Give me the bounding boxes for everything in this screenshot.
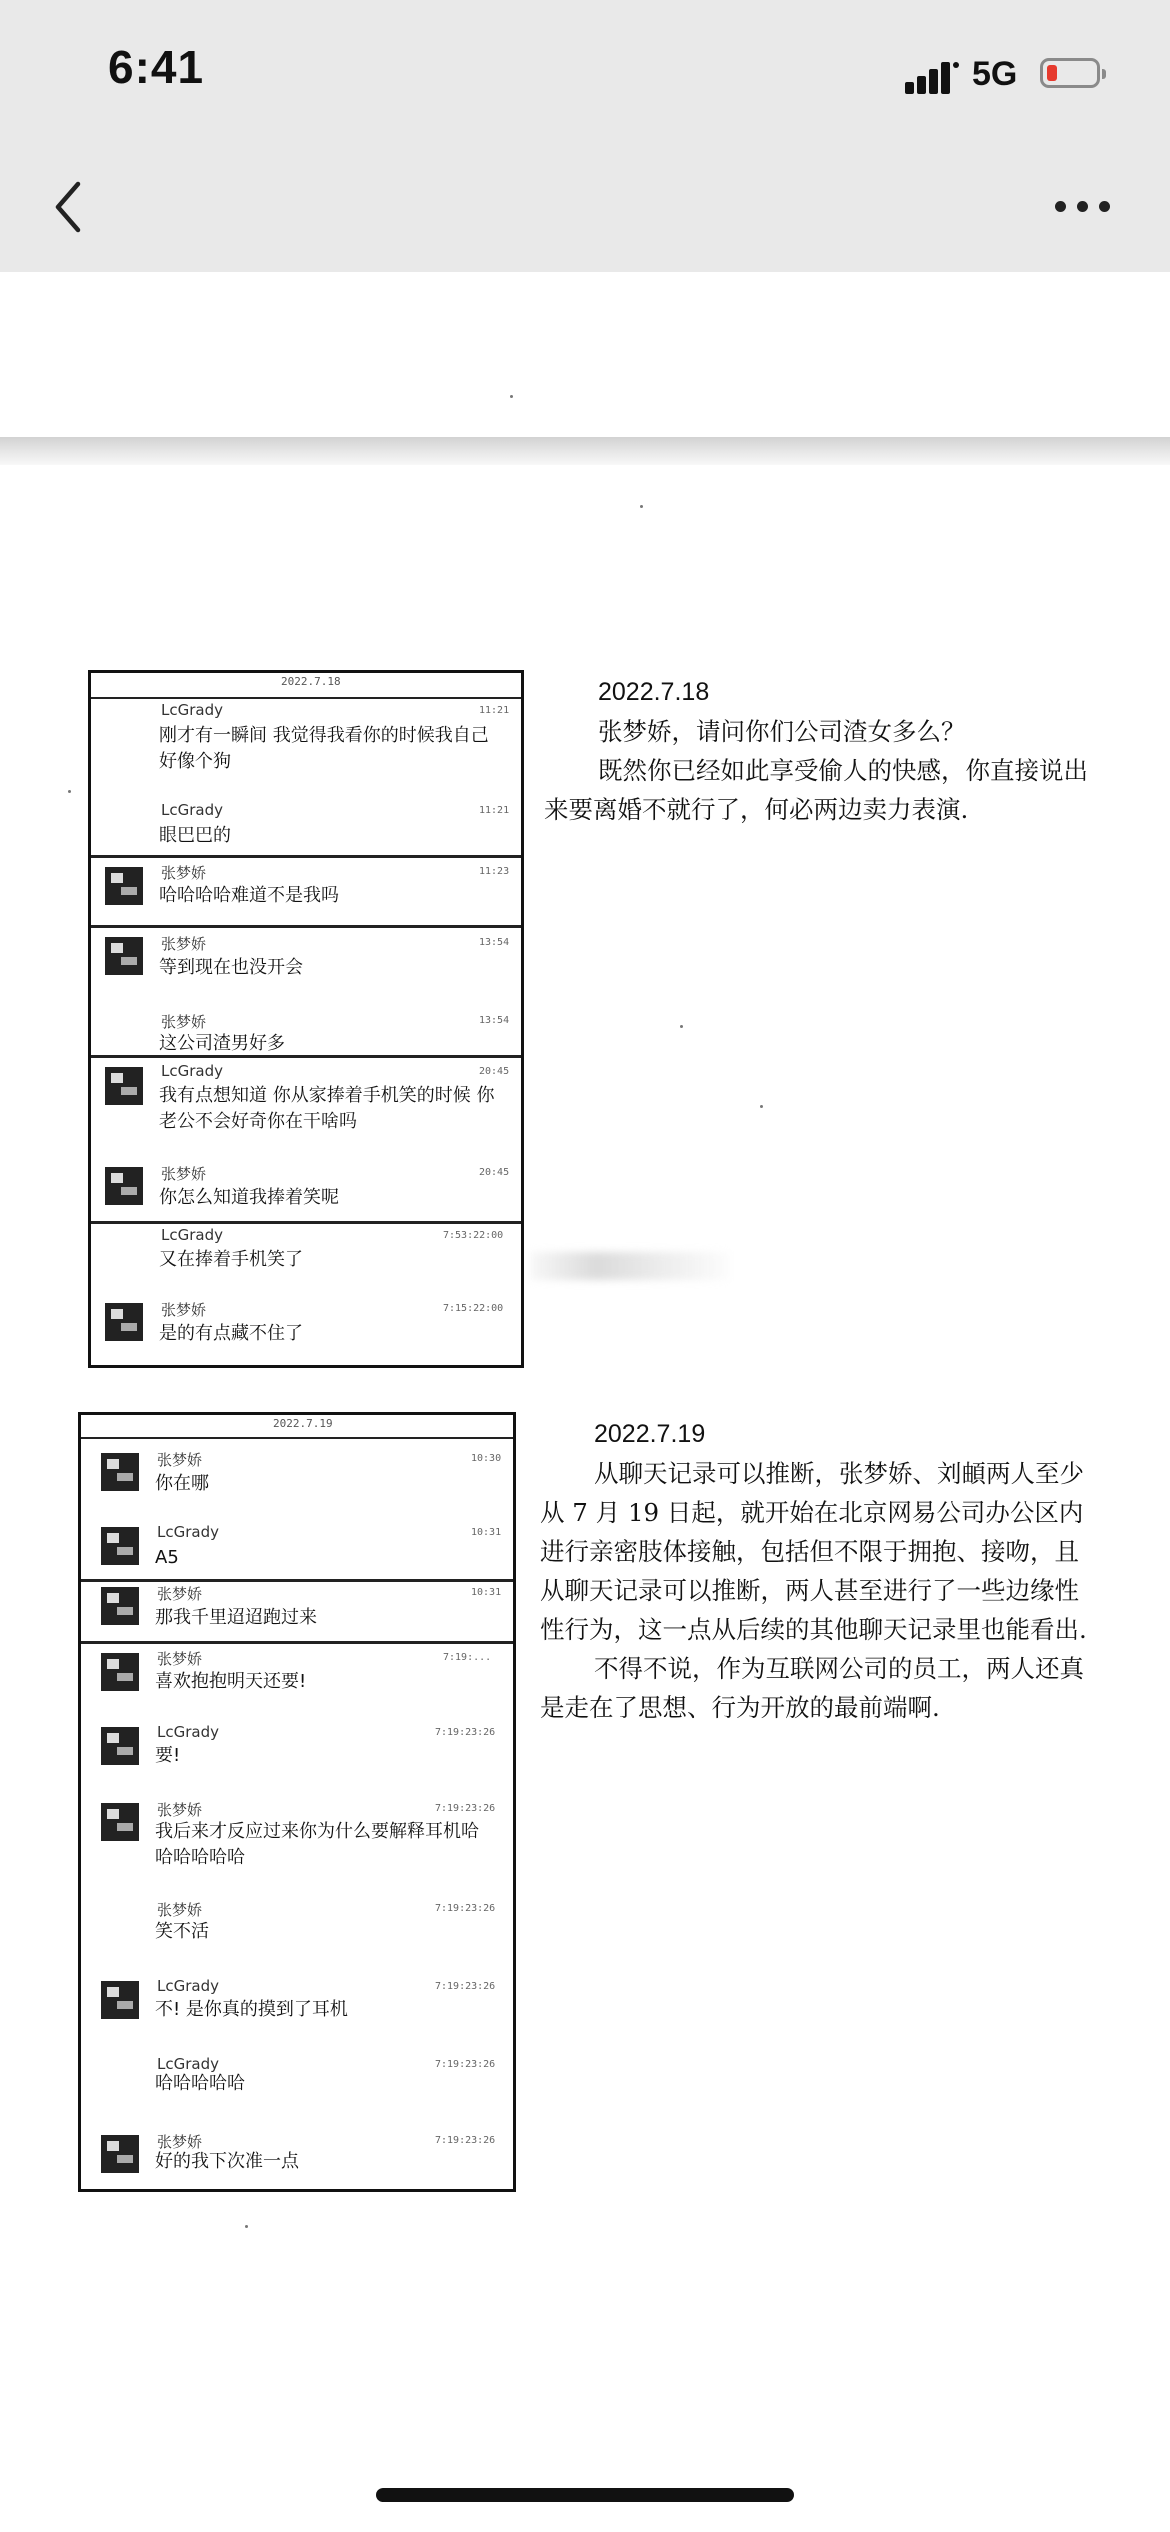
chat-sender: 张梦娇 bbox=[157, 1451, 203, 1469]
chat-message: 哈哈哈哈难道不是我吗 bbox=[159, 885, 339, 906]
chat-time: 20:45 bbox=[479, 1066, 510, 1077]
scan-edge bbox=[0, 437, 1170, 465]
chat-sender: 张梦娇 bbox=[161, 864, 207, 882]
chat-message: 这公司渣男好多 bbox=[159, 1033, 285, 1054]
chat-sender: 张梦娇 bbox=[157, 2133, 203, 2151]
paragraph-line: 张梦娇，请问你们公司渣女多么？ bbox=[598, 717, 966, 746]
chat-sender: LcGrady bbox=[161, 801, 223, 819]
chat-time: 7:19:23:26 bbox=[435, 2059, 496, 2070]
chat-sender: 张梦娇 bbox=[157, 1585, 203, 1603]
chat-message-cont: 好像个狗 bbox=[159, 751, 231, 772]
avatar bbox=[105, 867, 143, 905]
chat-time: 20:45 bbox=[479, 1167, 510, 1178]
chat-time: 13:54 bbox=[479, 937, 510, 948]
chat-message: 等到现在也没开会 bbox=[159, 957, 303, 978]
chat-time: 11:23 bbox=[479, 866, 510, 877]
chat-message: 我后来才反应过来你为什么要解释耳机哈 bbox=[155, 1821, 479, 1842]
chat-time: 13:54 bbox=[479, 1015, 510, 1026]
chat-message: 刚才有一瞬间 我觉得我看你的时候我自己 bbox=[159, 725, 489, 746]
chat-sender: 张梦娇 bbox=[161, 1013, 207, 1031]
chat-sender: LcGrady bbox=[157, 1523, 219, 1541]
avatar bbox=[105, 937, 143, 975]
chat-message: 你怎么知道我捧着笑呢 bbox=[159, 1187, 339, 1208]
chat-time: 7:53:22:00 bbox=[443, 1230, 504, 1241]
paragraph-line: 性行为，这一点从后续的其他聊天记录里也能看出. bbox=[540, 1615, 1087, 1644]
chat-message-cont: 老公不会好奇你在干啥吗 bbox=[159, 1111, 357, 1132]
signal-icon bbox=[905, 60, 961, 94]
chat-time: 10:31 bbox=[471, 1587, 502, 1598]
more-horizontal-icon bbox=[1055, 201, 1066, 212]
chat-message: 不! 是你真的摸到了耳机 bbox=[155, 1999, 348, 2020]
chat-time: 7:19:... bbox=[443, 1652, 492, 1663]
panel-date: 2022.7.18 bbox=[281, 675, 341, 688]
chat-message: 要! bbox=[155, 1745, 181, 1766]
paragraph-date: 2022.7.19 bbox=[594, 1420, 706, 1448]
chat-message: 你在哪 bbox=[155, 1473, 209, 1494]
chat-sender: 张梦娇 bbox=[157, 1901, 203, 1919]
chat-time: 11:21 bbox=[479, 805, 510, 816]
paragraph-date: 2022.7.18 bbox=[598, 678, 710, 706]
avatar bbox=[105, 1303, 143, 1341]
avatar bbox=[101, 1727, 139, 1765]
paragraph-line: 从聊天记录可以推断，张梦娇、刘頔两人至少 bbox=[594, 1459, 1084, 1488]
status-time: 6:41 bbox=[108, 41, 205, 93]
chat-message: 眼巴巴的 bbox=[159, 825, 231, 846]
blurred-text bbox=[530, 1252, 730, 1280]
chat-sender: 张梦娇 bbox=[157, 1650, 203, 1668]
chat-sender: 张梦娇 bbox=[161, 1165, 207, 1183]
chat-message: 喜欢抱抱明天还要! bbox=[155, 1671, 307, 1692]
paragraph-line: 既然你已经如此享受偷人的快感，你直接说出 bbox=[598, 756, 1088, 785]
chat-message: 那我千里迢迢跑过来 bbox=[155, 1607, 317, 1628]
nav-bar bbox=[0, 140, 1170, 272]
chevron-left-icon bbox=[50, 178, 100, 238]
chat-time: 11:21 bbox=[479, 705, 510, 716]
avatar bbox=[101, 1453, 139, 1491]
avatar bbox=[101, 1981, 139, 2019]
chat-time: 10:31 bbox=[471, 1527, 502, 1538]
panel-date: 2022.7.19 bbox=[273, 1417, 333, 1430]
back-button[interactable] bbox=[50, 178, 100, 238]
paragraph-line: 从 7 月 19 日起，就开始在北京网易公司办公区内 bbox=[540, 1498, 1084, 1527]
chat-message: 我有点想知道 你从家捧着手机笑的时候 你 bbox=[159, 1085, 495, 1106]
chat-time: 7:19:23:26 bbox=[435, 1903, 496, 1914]
chat-sender: 张梦娇 bbox=[161, 935, 207, 953]
avatar bbox=[105, 1167, 143, 1205]
chat-message: 好的我下次准一点 bbox=[155, 2151, 299, 2172]
chat-sender: 张梦娇 bbox=[161, 1301, 207, 1319]
home-indicator[interactable] bbox=[376, 2488, 794, 2502]
chat-sender: LcGrady bbox=[161, 1226, 223, 1244]
chat-time: 10:30 bbox=[471, 1453, 502, 1464]
chat-sender: LcGrady bbox=[157, 1723, 219, 1741]
avatar bbox=[101, 2135, 139, 2173]
avatar bbox=[101, 1653, 139, 1691]
chat-time: 7:15:22:00 bbox=[443, 1303, 504, 1314]
chat-sender: LcGrady bbox=[161, 701, 223, 719]
chat-message: 哈哈哈哈哈 bbox=[155, 2073, 245, 2094]
chat-message: A5 bbox=[155, 1547, 179, 1568]
chat-message: 笑不活 bbox=[155, 1921, 209, 1942]
avatar bbox=[105, 1067, 143, 1105]
document-image bbox=[0, 272, 1170, 2532]
chat-screenshot-1 bbox=[88, 670, 524, 1368]
chat-message: 又在捧着手机笑了 bbox=[159, 1249, 303, 1270]
chat-sender: 张梦娇 bbox=[157, 1801, 203, 1819]
avatar bbox=[101, 1803, 139, 1841]
more-button[interactable] bbox=[1055, 196, 1115, 216]
chat-time: 7:19:23:26 bbox=[435, 1803, 496, 1814]
paragraph-line: 是走在了思想、行为开放的最前端啊. bbox=[540, 1693, 940, 1722]
chat-time: 7:19:23:26 bbox=[435, 2135, 496, 2146]
chat-time: 7:19:23:26 bbox=[435, 1727, 496, 1738]
status-bar bbox=[0, 0, 1170, 140]
chat-time: 7:19:23:26 bbox=[435, 1981, 496, 1992]
paragraph-2022-7-18 bbox=[544, 672, 1088, 829]
chat-sender: LcGrady bbox=[157, 2055, 219, 2073]
chat-message-cont: 哈哈哈哈哈 bbox=[155, 1847, 245, 1868]
paragraph-line: 从聊天记录可以推断，两人甚至进行了一些边缘性 bbox=[540, 1576, 1079, 1605]
paragraph-2022-7-19 bbox=[540, 1414, 1087, 1727]
network-type: 5G bbox=[972, 55, 1018, 93]
battery-icon bbox=[1040, 58, 1100, 88]
chat-sender: LcGrady bbox=[157, 1977, 219, 1995]
chat-sender: LcGrady bbox=[161, 1062, 223, 1080]
avatar bbox=[101, 1527, 139, 1565]
paragraph-line: 不得不说，作为互联网公司的员工，两人还真 bbox=[594, 1654, 1084, 1683]
paragraph-line: 来要离婚不就行了，何必两边卖力表演. bbox=[544, 795, 969, 824]
chat-message: 是的有点藏不住了 bbox=[159, 1323, 303, 1344]
avatar bbox=[101, 1587, 139, 1625]
paragraph-line: 进行亲密肢体接触，包括但不限于拥抱、接吻，且 bbox=[540, 1537, 1079, 1566]
chat-screenshot-2 bbox=[78, 1412, 516, 2192]
